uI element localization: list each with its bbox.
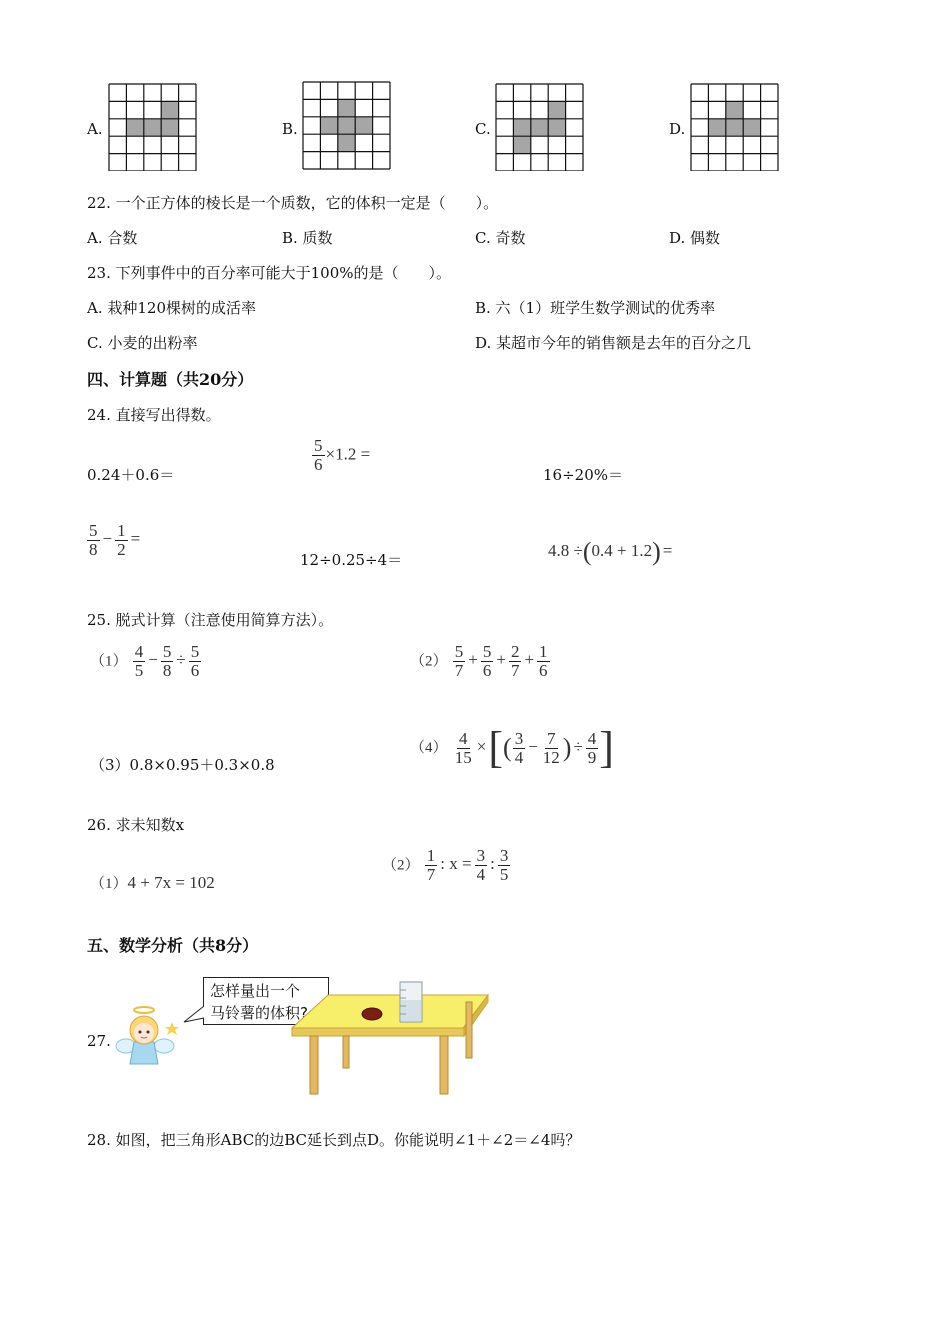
- option-c-label: C.: [475, 120, 491, 138]
- grid-figure-d: [690, 83, 780, 171]
- q26-part-2: （2） $\frac{1}{7}$ : x = $\frac{3}{4}$ : $\frac{3}{5}$: [382, 846, 509, 884]
- q25-part-4: （4） $\frac{4}{15}$ ×[( $\frac{3}{4}$ − $\frac{7}{12}$ ) ÷ $\frac{4}{9}$ ]: [410, 723, 614, 772]
- shaded-cell: [320, 117, 337, 134]
- q22-option-a[interactable]: A. 合数: [87, 229, 138, 247]
- shaded-cell: [531, 119, 548, 136]
- q23-option-b[interactable]: B. 六（1）班学生数学测试的优秀率: [475, 299, 716, 317]
- bubble-line-1: 怎样量出一个: [210, 982, 301, 1000]
- shaded-cell: [338, 99, 355, 116]
- grid-figure-a: [108, 83, 198, 171]
- shaded-cell: [743, 119, 760, 136]
- option-b-label: B.: [282, 120, 298, 138]
- section-5-heading: 五、数学分析（共8分）: [87, 936, 259, 955]
- grid-figure-c: [495, 83, 585, 171]
- option-d-label: D.: [669, 120, 686, 138]
- q27-number: 27.: [87, 1032, 111, 1050]
- grid-figure-b: [302, 81, 392, 171]
- shaded-cell: [355, 117, 372, 134]
- q25-stem: 25. 脱式计算（注意使用简算方法）。: [87, 611, 334, 629]
- shaded-cell: [513, 119, 530, 136]
- shaded-cell: [144, 119, 161, 136]
- potato-icon: [362, 1008, 382, 1020]
- q26-part-1: （1）4 + 7x = 102: [90, 873, 215, 892]
- q24-expr-6: 4.8 ÷(0.4 + 1.2) =: [548, 537, 673, 566]
- q25-part-1: （1） $\frac{4}{5}$ − $\frac{5}{8}$ ÷ $\frac{5}{6}$: [90, 642, 200, 680]
- q25-part-2: （2） $\frac{5}{7}$ + $\frac{5}{6}$ + $\frac{2}{7}$ + $\frac{1}{6}$: [410, 642, 548, 680]
- q24-expr-5: 12÷0.25÷4＝: [300, 551, 403, 569]
- q28-stem: 28. 如图，把三角形ABC的边BC延长到点D。你能说明∠1＋∠2＝∠4吗？: [87, 1131, 581, 1149]
- q22-stem: 22. 一个正方体的棱长是一个质数，它的体积一定是（ ）。: [87, 194, 499, 212]
- shaded-cell: [338, 134, 355, 151]
- q23-stem: 23. 下列事件中的百分率可能大于100%的是（ ）。: [87, 264, 452, 282]
- shaded-cell: [161, 119, 178, 136]
- shaded-cell: [126, 119, 143, 136]
- q25-part-3: （3）0.8×0.95＋0.3×0.8: [90, 756, 275, 774]
- section-4-heading: 四、计算题（共20分）: [87, 370, 254, 389]
- q22-option-c[interactable]: C. 奇数: [475, 229, 526, 247]
- option-a-label: A.: [87, 120, 103, 138]
- q24-stem: 24. 直接写出得数。: [87, 406, 221, 424]
- angel-girl-icon: [112, 1002, 184, 1074]
- q23-option-c[interactable]: C. 小麦的出粉率: [87, 334, 198, 352]
- q23-option-a[interactable]: A. 栽种120棵树的成活率: [87, 299, 256, 317]
- shaded-cell: [726, 101, 743, 118]
- shaded-cell: [161, 101, 178, 118]
- q23-option-d[interactable]: D. 某超市今年的销售额是去年的百分之几: [475, 334, 752, 352]
- shaded-cell: [708, 119, 725, 136]
- q24-expr-1: 0.24＋0.6＝: [87, 466, 175, 484]
- shaded-cell: [548, 119, 565, 136]
- bubble-line-2: 马铃薯的体积?: [210, 1004, 308, 1022]
- shaded-cell: [726, 119, 743, 136]
- table-with-potato-and-beaker: [288, 980, 493, 1095]
- shaded-cell: [338, 117, 355, 134]
- q24-expr-2: $\frac{5}{6}$ ×1.2 =: [314, 436, 371, 474]
- q24-expr-4: $\frac{5}{8}$ − $\frac{1}{2}$ =: [89, 521, 141, 559]
- shaded-cell: [548, 101, 565, 118]
- q26-stem: 26. 求未知数x: [87, 816, 185, 834]
- q22-option-b[interactable]: B. 质数: [282, 229, 333, 247]
- q22-option-d[interactable]: D. 偶数: [669, 229, 721, 247]
- bubble-tail: [182, 1004, 206, 1026]
- q24-expr-3: 16÷20%＝: [543, 466, 623, 484]
- shaded-cell: [513, 136, 530, 153]
